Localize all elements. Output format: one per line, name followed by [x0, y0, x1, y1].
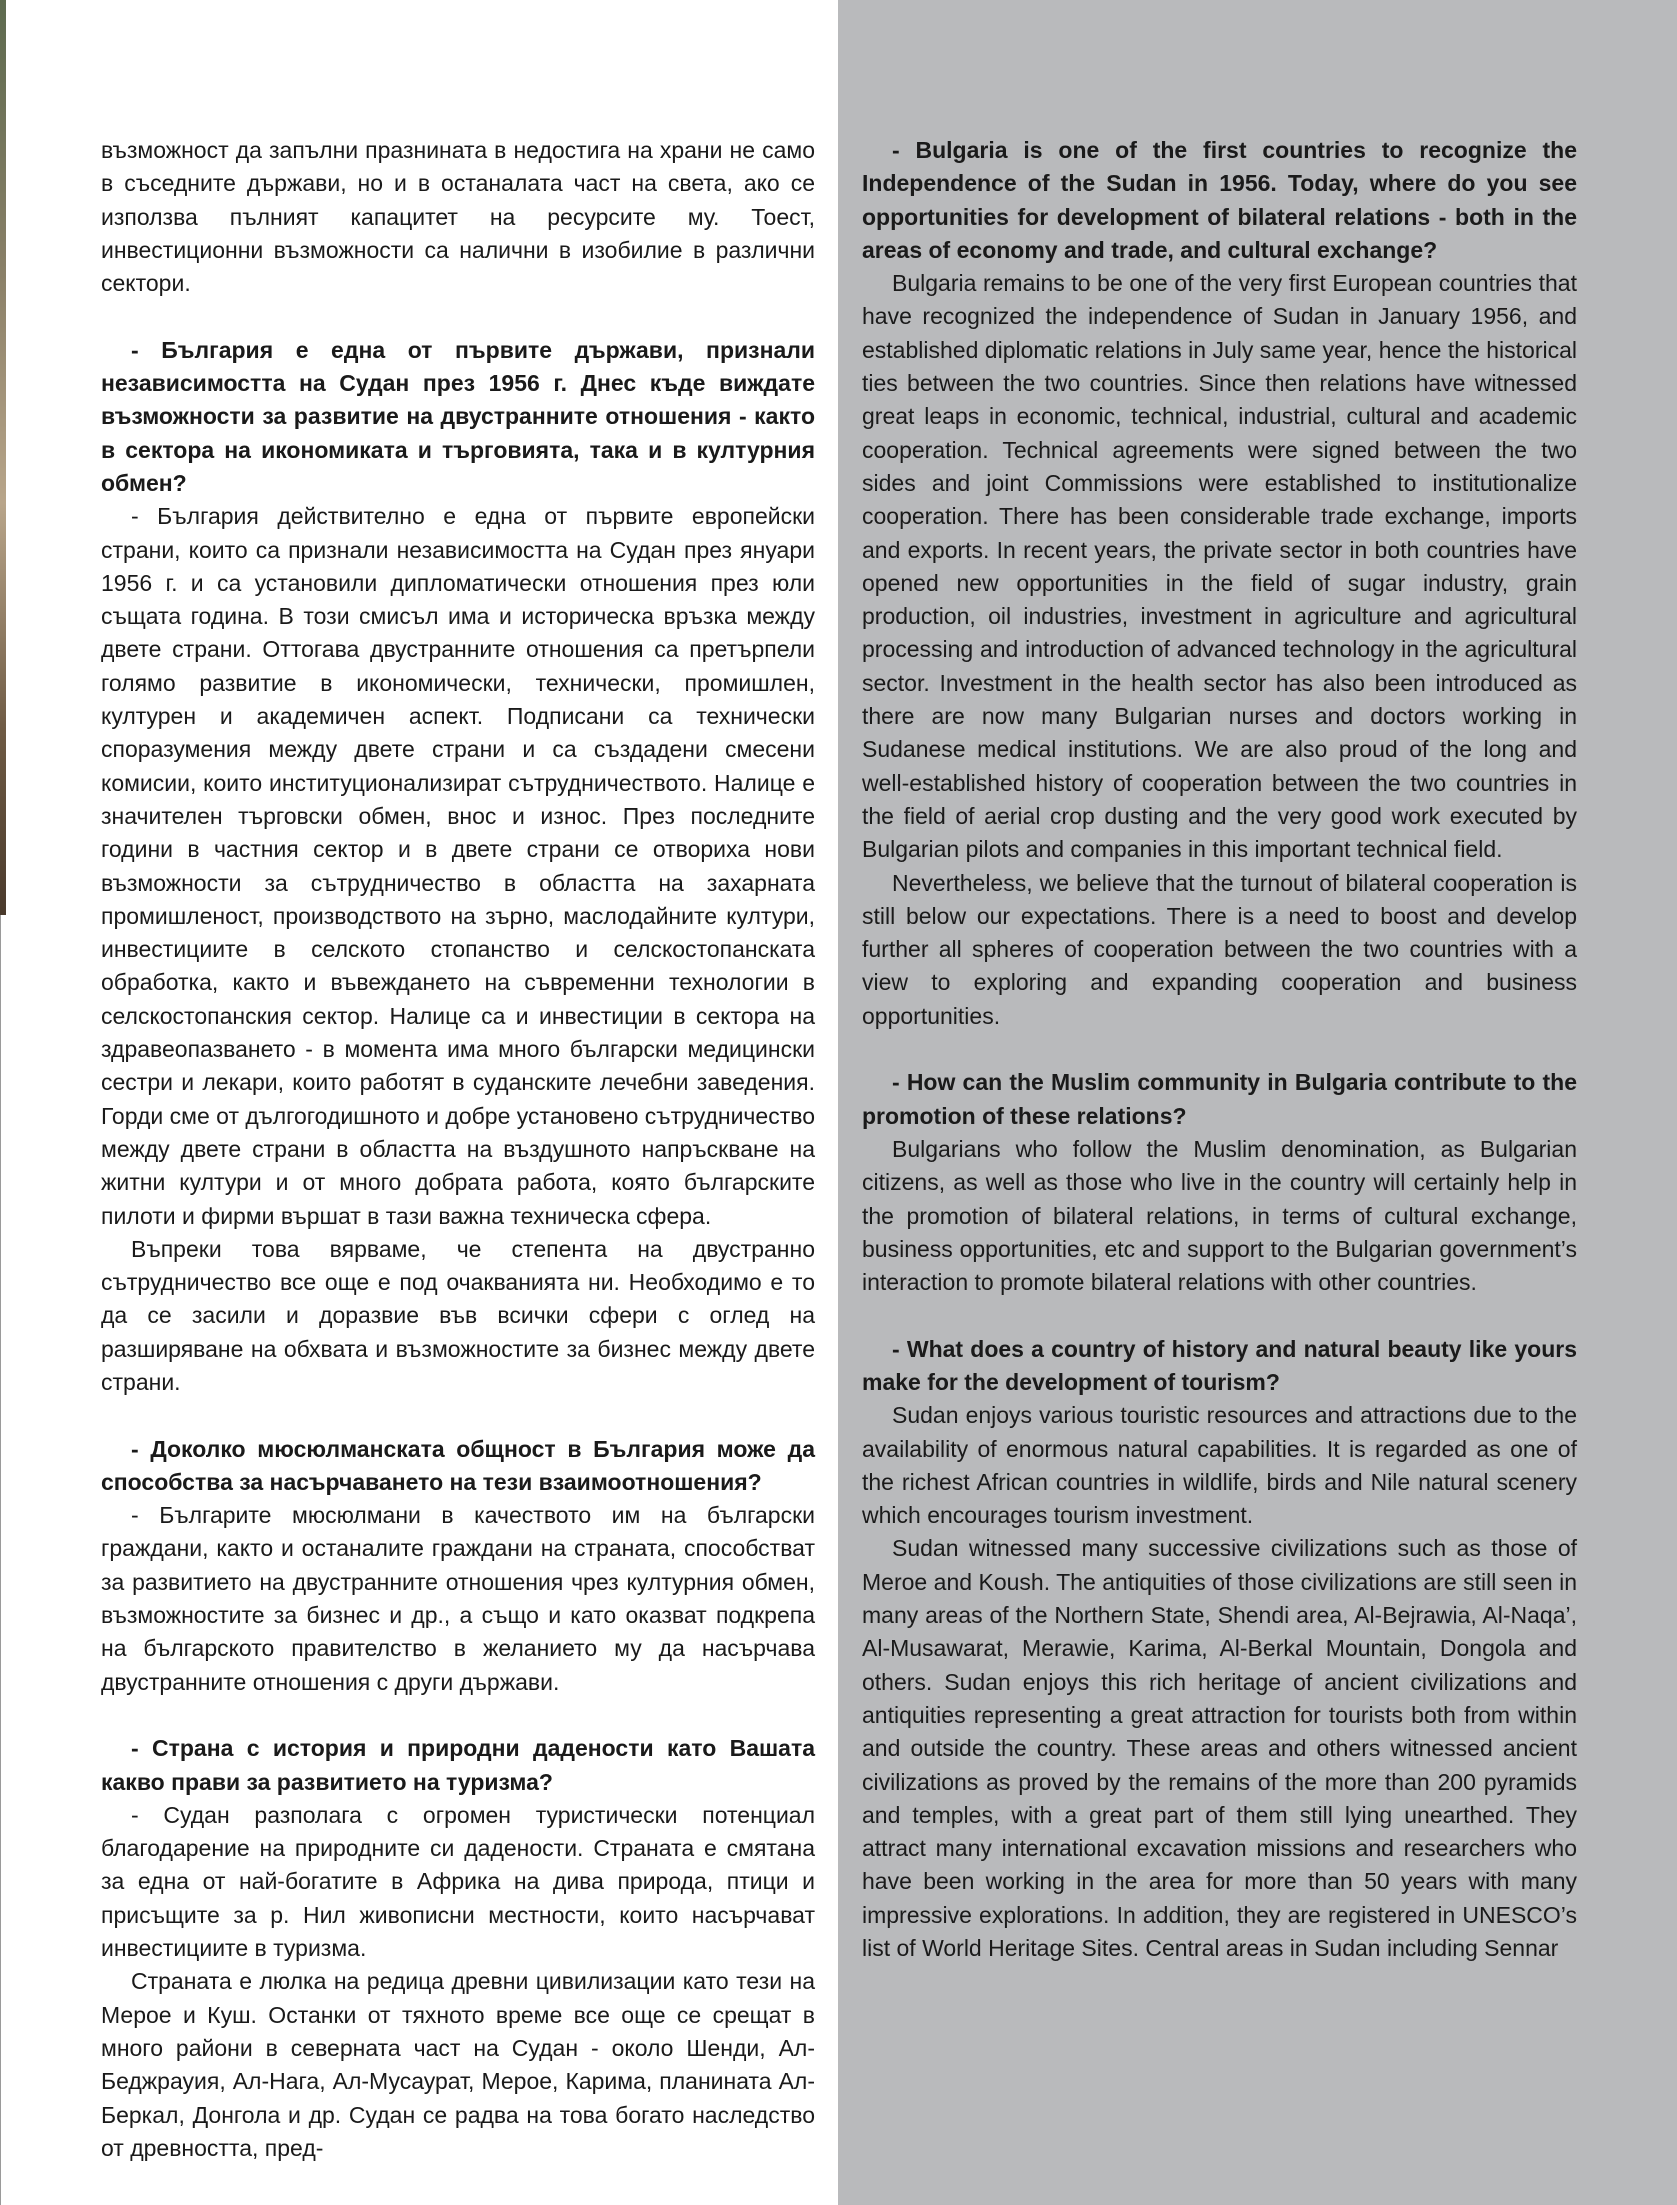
- answer-paragraph: - България действително е една от първите европейски страни, които са признали независимостта на Судан през януари 1956 г. и са установили дипломатически отношения през юли същата година. В този смисъл има и историческа връзка между двете страни. Оттогава двустранните отношения са претърпели голямо развитие в икономически, технически, промишлен, културен и академичен аспект. Подписани са технически споразумения между двете страни и са създадени смесени комисии, които институционализират сътрудничеството. Налице е значителен търговски обмен, внос и износ. През последните години в частния сектор и в двете страни се отвориха нови възможности за сътрудничество в областта на захарната промишленост, производството на зърно, маслодайните култури, инвестициите в селското стопанство и селскостопанската обработка, както и въвеждането на съвременни технологии в селскостопанския сектор. Налице са и инвестиции в сектора на здравеопазването - в момента има много български медицински сестри и лекари, които работят в суданските лечебни заведения. Горди сме от дългогодишното и добре установено сътрудничество между двете страни в областта на въздушното напръскване на житни култури и от много добрата работа, която българските пилоти и фирми вършат в тази важна техническа сфера.: [101, 503, 815, 1229]
- adjacent-page-photo-edge: [0, 0, 6, 915]
- answer-paragraph: Sudan enjoys various touristic resources and attractions due to the availability of enormous natural capabilities. It is regarded as one of the richest African countries in wildlife, birds and Nile natural scenery which encourages tourism investment.: [862, 1402, 1577, 1529]
- answer-paragraph: Sudan witnessed many successive civilizations such as those of Meroe and Koush. The antiquities of those civilizations are still seen in many areas of the Northern State, Shendi area, Al-Bejrawia, Al-Naqa’, Al-Musawarat, Merawie, Karima, Al-Berkal Mountain, Dongola and others. Sudan enjoys this rich heritage of ancient civilizations and antiquities representing a great attraction for tourists both from within and outside the country. These areas and others witnessed ancient civilizations as proved by the remains of the more than 200 pyramids and temples, with a great part of them still lying unearthed. They attract many international excavation missions and researchers who have been working in the area for more than 50 years with many impressive explorations. In addition, they are registered in UNESCO’s list of World Heritage Sites. Central areas in Sudan including Sennar: [862, 1535, 1577, 1962]
- question-heading: - Страна с история и природни дадености като Вашата какво прави за развитието на туризма?: [101, 1735, 815, 1795]
- question-heading: - What does a country of history and natural beauty like yours make for the development of tourism?: [862, 1335, 1577, 1395]
- answer-paragraph: Bulgarians who follow the Muslim denomination, as Bulgarian citizens, as well as those who live in the country will certainly help in the promotion of bilateral relations, in terms of cultural exchange, business opportunities, etc and support to the Bulgarian government’s interaction to promote bilateral relations with other countries.: [862, 1135, 1577, 1296]
- page-fold-line: [0, 915, 1, 2205]
- answer-paragraph: Nevertheless, we believe that the turnout of bilateral cooperation is still below our expectations. There is a need to boost and develop further all spheres of cooperation between the two countries with a view to exploring and expanding cooperation and business opportunities.: [862, 869, 1577, 1029]
- answer-paragraph: - Судан разполага с огромен туристически потенциал благодарение на природните си дадености. Страната е смятана за една от най-богатите в Африка на дива природа, птици и присъщите за р. Нил живописни местности, които насърчават инвестициите в туризма.: [101, 1801, 815, 1962]
- question-heading: - How can the Muslim community in Bulgaria contribute to the promotion of these relations?: [862, 1069, 1577, 1129]
- question-heading: - Bulgaria is one of the first countries to recognize the Independence of the Sudan in 1956. Today, where do you see opportunities for development of bilateral relations - both in the areas of economy and trade, and cultural exchange?: [862, 137, 1577, 263]
- question-heading: - Доколко мюсюлманската общност в България може да способства за насърчаването на тези взаимоотношения?: [101, 1435, 815, 1495]
- answer-paragraph: Bulgaria remains to be one of the very first European countries that have recognized the independence of Sudan in January 1956, and established diplomatic relations in July same year, hence the historical ties between the two countries. Since then relations have witnessed great leaps in economic, technical, industrial, cultural and academic cooperation. Technical agreements were signed between the two sides and joint Commissions were established to institutionalize cooperation. There has been considerable trade exchange, imports and exports. In recent years, the private sector in both countries have opened new opportunities in the field of sugar industry, grain production, oil industries, investment in agriculture and agricultural processing and introduction of advanced technology in the agricultural sector. Investment in the health sector has also been introduced as there are now many Bulgarian nurses and doctors working in Sudanese medical institutions. We are also proud of the long and well-established history of cooperation between the two countries in the field of aerial crop dusting and the very good work executed by Bulgarian pilots and companies in this important technical field.: [862, 270, 1577, 863]
- answer-paragraph: Страната е люлка на редица древни цивилизации като тези на Мерое и Куш. Останки от тяхното време все още се срещат в много райони в северната част на Судан - около Шенди, Ал-Беджрауия, Ал-Нага, Ал-Мусаурат, Мерое, Карима, планината Ал-Беркал, Донгола и др. Судан се радва на това богато наследство от древността, пред-: [101, 1968, 815, 2161]
- bulgarian-text-column: [101, 134, 815, 2165]
- answer-paragraph: възможност да запълни празнината в недостига на храни не само в съседните държави, но и в останалата част на света, ако се използва пълният капацитет на ресурсите му. Тоест, инвестиционни възможности са налични в изобилие в различни сектори.: [101, 137, 815, 297]
- question-heading: - България е една от първите държави, признали независимостта на Судан през 1956 г. Днес къде виждате възможности за развитие на двустранните отношения - както в сектора на икономиката и търговията, така и в културния обмен?: [101, 336, 815, 496]
- english-text-column: [862, 134, 1577, 1965]
- answer-paragraph: Въпреки това вярваме, че степента на двустранно сътрудничество все още е под очакванията ни. Необходимо е то да се засили и доразвие във всички сфери с оглед на разширяване на обхвата и възможностите за бизнес между двете страни.: [101, 1235, 815, 1395]
- answer-paragraph: - Българите мюсюлмани в качеството им на български граждани, както и останалите граждани на страната, способстват за развитието на двустранните отношения чрез културния обмен, възможностите за бизнес и др., а също и като оказват подкрепа на българското правителство в желанието му да насърчава двустранните отношения с други държави.: [101, 1502, 815, 1695]
